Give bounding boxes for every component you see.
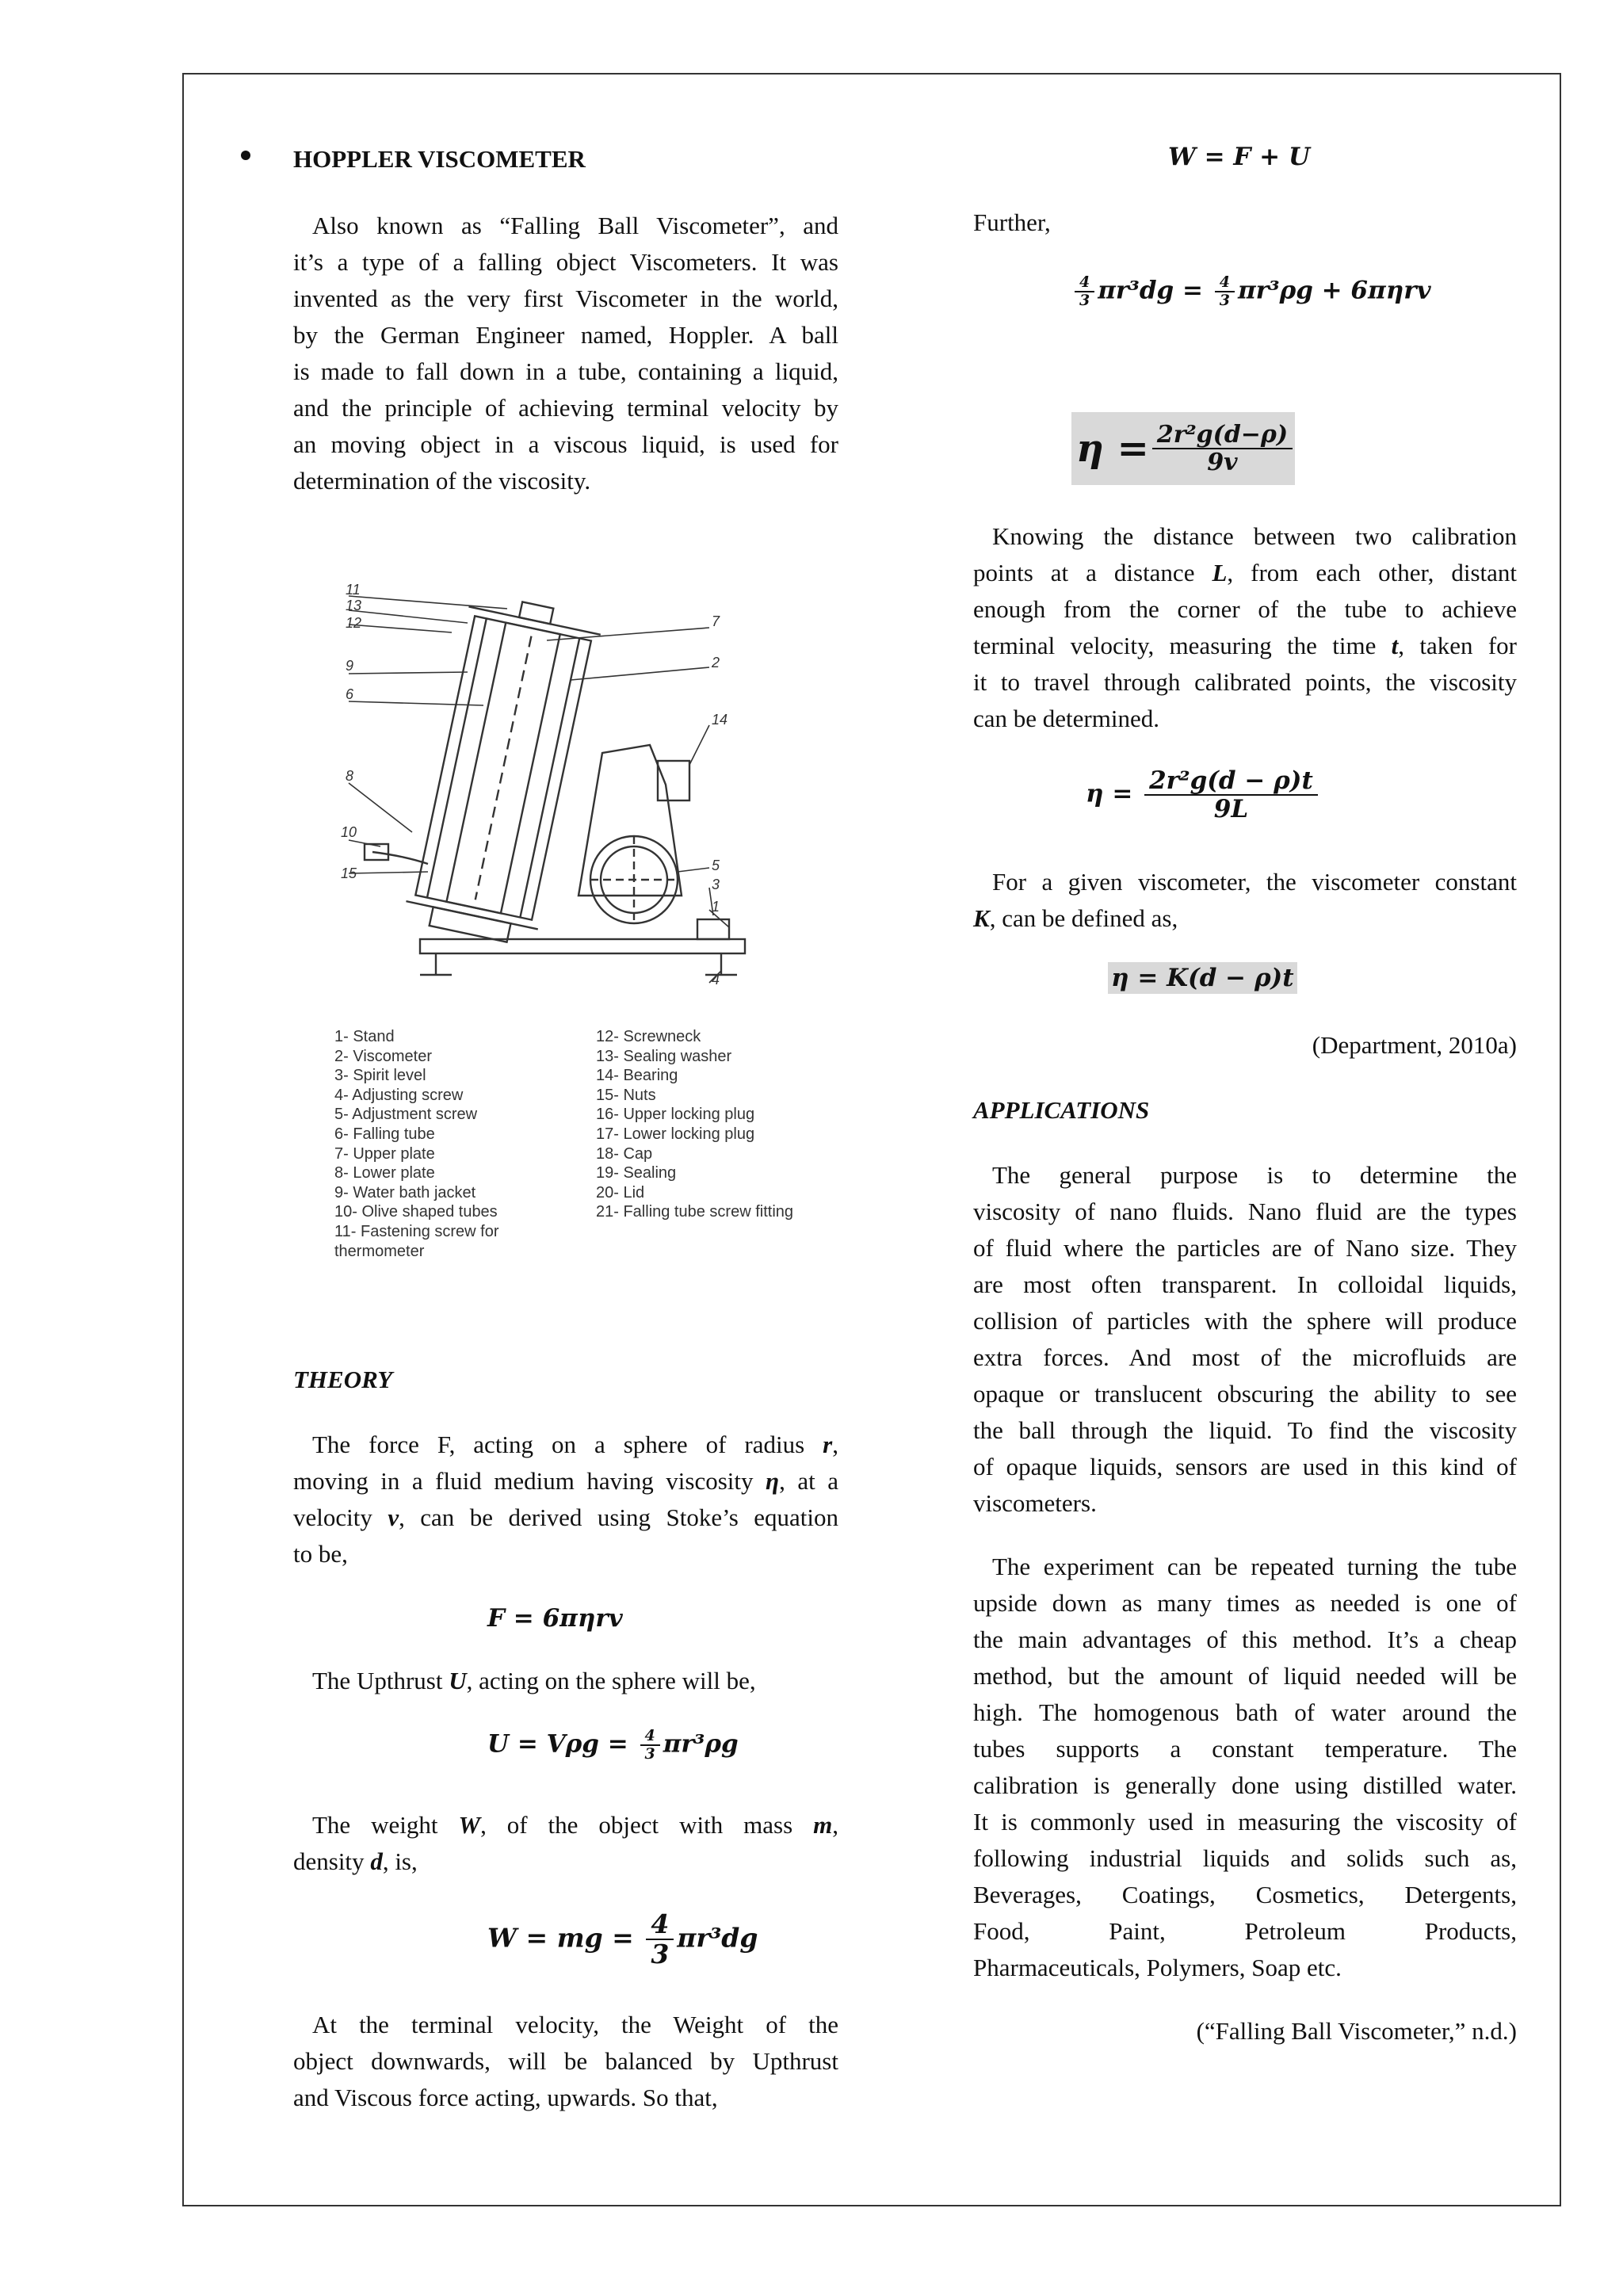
section-heading: HOPPLER VISCOMETER bbox=[293, 145, 586, 173]
equation-viscometer-constant: η = K(d − ρ)t bbox=[1108, 962, 1297, 994]
label-12: 12 bbox=[346, 615, 362, 631]
label-5: 5 bbox=[712, 858, 720, 873]
equation-viscosity-highlight: η = $\frac{\text{2r²g(d−ρ)}}{9v}$ bbox=[1071, 412, 1295, 485]
label-8: 8 bbox=[346, 768, 354, 784]
equation-weight: W = mg = $\frac{4}{3}$ πr³dg bbox=[487, 1908, 758, 1970]
equation-force-balance: $\frac{4}{3}$ πr³dg = $\frac{4}{3}$ πr³ρg + 6πηrv bbox=[1071, 274, 1431, 309]
citation-falling-ball: (“Falling Ball Viscometer,” n.d.) bbox=[1196, 2017, 1517, 2045]
label-4: 4 bbox=[712, 972, 720, 988]
diagram-legend-left: 1- Stand 2- Viscometer 3- Spirit level 4- Adjusting screw 5- Adjustment screw 6- Falling tube 7- Upper plate 8- Lower plate 9- Water bath jacket 10- Olive shaped tubes 11- Fastening screw for thermometer bbox=[334, 1028, 499, 1260]
equation-upthrust: U = Vρg = $\frac{4}{3}$ πr³ρg bbox=[487, 1727, 739, 1763]
label-6: 6 bbox=[346, 686, 354, 702]
label-15: 15 bbox=[341, 865, 357, 881]
bullet-icon bbox=[241, 151, 250, 160]
label-2: 2 bbox=[712, 655, 720, 670]
citation-department: (Department, 2010a) bbox=[1312, 1031, 1517, 1059]
label-10: 10 bbox=[341, 824, 357, 840]
label-7: 7 bbox=[712, 613, 720, 629]
stand-base bbox=[420, 939, 745, 953]
viscometer-diagram bbox=[317, 579, 856, 1007]
equation-viscosity-time: η = $\frac{\text{2r²g(d − ρ)t}}{9L}$ bbox=[1086, 767, 1321, 823]
label-9: 9 bbox=[346, 658, 354, 674]
equation-stokes: F = 6πηrv bbox=[487, 1604, 623, 1633]
label-11: 11 bbox=[346, 582, 361, 598]
label-1: 1 bbox=[712, 899, 720, 915]
upthrust-text: The Upthrust U, acting on the sphere will be, bbox=[312, 1667, 756, 1694]
equation-weight-sum: W = F + U bbox=[1168, 143, 1310, 171]
screwneck bbox=[519, 602, 553, 624]
water-bath-jacket bbox=[415, 616, 591, 919]
theory-heading: THEORY bbox=[293, 1366, 393, 1393]
further-text: Further, bbox=[973, 208, 1051, 236]
diagram-legend-right: 12- Screwneck 13- Sealing washer 14- Bearing 15- Nuts 16- Upper locking plug 17- Lower locking plug 18- Cap 19- Sealing 20- Lid 21- Falling tube screw fitting bbox=[596, 1028, 794, 1221]
label-14: 14 bbox=[712, 712, 728, 728]
label-13: 13 bbox=[346, 598, 362, 613]
applications-heading: APPLICATIONS bbox=[973, 1096, 1150, 1124]
label-3: 3 bbox=[712, 877, 720, 892]
